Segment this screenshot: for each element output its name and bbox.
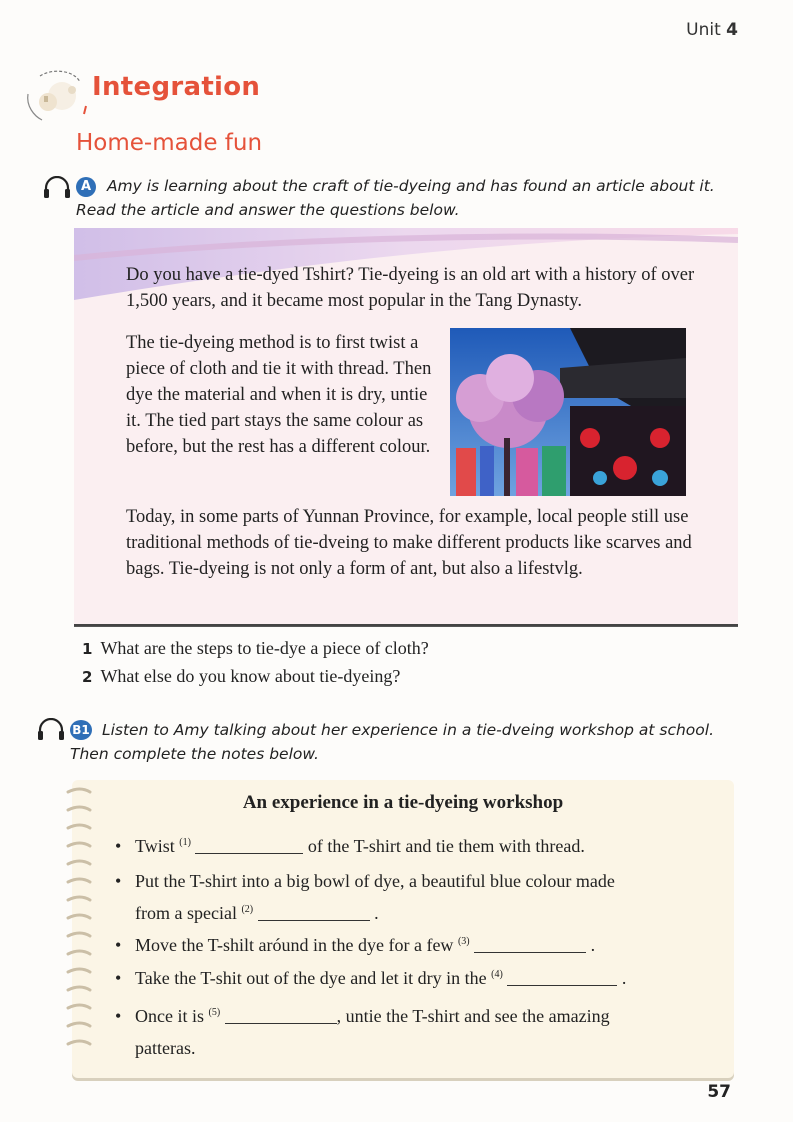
notebook-spiral bbox=[66, 782, 96, 1072]
unit-label bbox=[686, 20, 738, 40]
integration-badge-icon bbox=[22, 66, 92, 124]
note-item-2-cont: from a special $^{(2)}$ . bbox=[135, 903, 379, 923]
note-item-5-cont: patteras. bbox=[135, 1038, 196, 1058]
article-paragraph-3: Today, in some parts of Yunnan Province, for example, local people still use traditional methods of tie-dveing to make different products like scarves and bags. Tie-dyeing is not only a form of ant, but also a lifestvlg. bbox=[126, 507, 692, 579]
question-1 bbox=[82, 638, 429, 659]
question-2-text: What else do you know about tie-dyeing? bbox=[100, 666, 401, 686]
notes-card bbox=[72, 780, 734, 1078]
headphones-icon[interactable] bbox=[42, 176, 72, 200]
note-item-1: • Twist $^{(1)}$ of the T-shirt and tie them with thread. bbox=[115, 836, 585, 856]
blank-5[interactable] bbox=[225, 1007, 337, 1024]
question-1-number: 1 bbox=[82, 640, 93, 658]
part-a-badge: A bbox=[76, 177, 96, 197]
question-1-text: What are the steps to tie-dye a piece of cloth? bbox=[100, 638, 429, 658]
article-paragraph-1: Do you have a tie-dyed Tshirt? Tie-dyeing is an old art with a history of over 1,500 years, and it became most popular in the Tang Dynasty. bbox=[126, 265, 695, 311]
unit-number: 4 bbox=[726, 20, 738, 40]
question-2 bbox=[82, 666, 400, 687]
article-paragraph-2: The tie-dyeing method is to first twist a piece of cloth and tie it with thread. Then dye the material and when it is dry, untie it. The tied part stays the same colour as before, but the rest has a different colour. bbox=[126, 333, 432, 457]
question-2-number: 2 bbox=[82, 668, 93, 686]
notes-title: An experience in a tie-dyeing workshop bbox=[242, 792, 564, 813]
part-a-instruction bbox=[76, 174, 746, 222]
headphones-icon[interactable] bbox=[36, 718, 66, 742]
unit-text: Unit bbox=[686, 20, 721, 40]
tie-dye-photo bbox=[450, 328, 686, 496]
section-title: Home-made fun bbox=[76, 130, 263, 156]
blank-2[interactable] bbox=[258, 904, 370, 921]
blank-1[interactable] bbox=[195, 837, 303, 854]
integration-title: Integration bbox=[92, 72, 261, 102]
note-item-2: • Put the T-shirt into a big bowl of dye, a beautiful blue colour made bbox=[115, 871, 615, 891]
blank-4[interactable] bbox=[507, 969, 617, 986]
blank-3[interactable] bbox=[474, 936, 586, 953]
part-b1-instruction-text: Listen to Amy talking about her experience in a tie-dveing workshop at school. Then complete the notes below. bbox=[70, 721, 714, 763]
part-b1-instruction bbox=[70, 718, 740, 766]
part-a-instruction-text: Amy is learning about the craft of tie-dyeing and has found an article about it. Read the article and answer the questions below. bbox=[76, 177, 715, 219]
part-b1-badge: B1 bbox=[70, 720, 92, 740]
note-item-3: • Move the T-shilt aróund in the dye for a few $^{(3)}$ . bbox=[115, 935, 596, 955]
note-item-4: • Take the T-shit out of the dye and let it dry in the $^{(4)}$ . bbox=[115, 968, 627, 988]
page-number: 57 bbox=[707, 1082, 731, 1102]
note-item-5: • Once it is $^{(5)}$ , untie the T-shirt and see the amazing bbox=[115, 1006, 610, 1026]
